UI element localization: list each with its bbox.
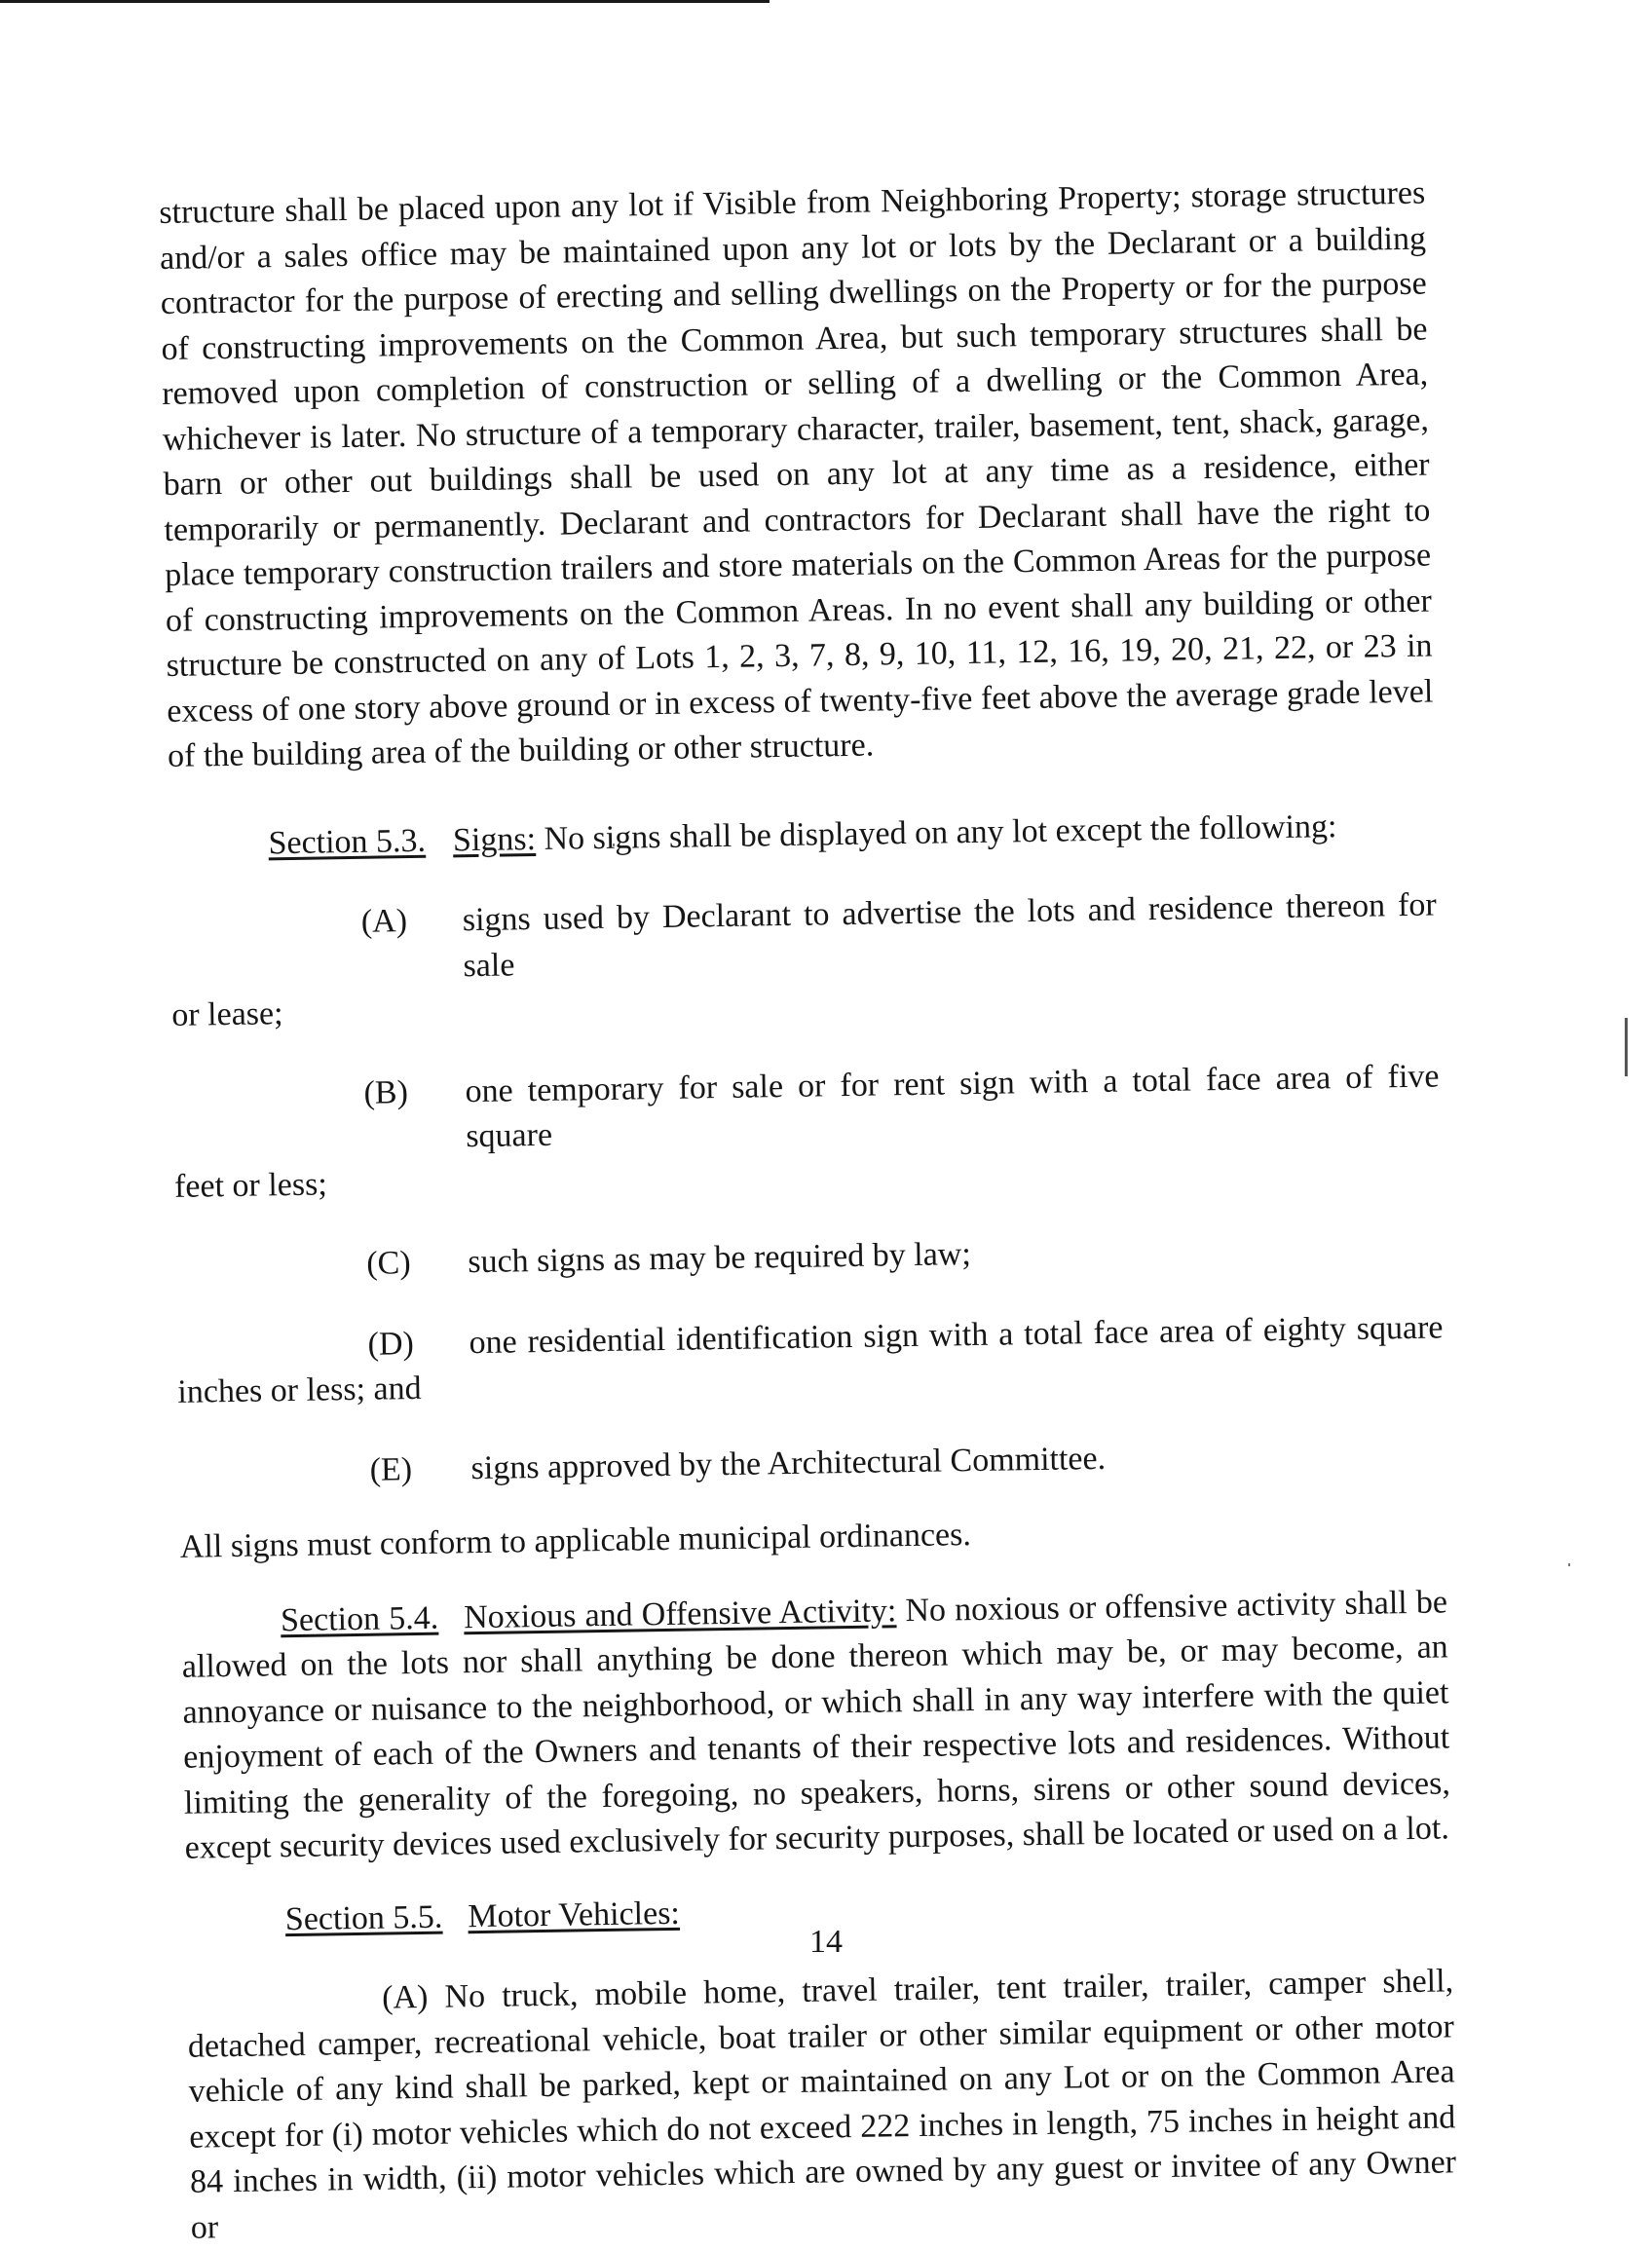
sign-item-d — [176, 1305, 1444, 1415]
sign-item-letter: (A) — [360, 903, 408, 940]
section-5-5-title: Motor Vehicles: — [468, 1895, 681, 1934]
section-5-4-text: No noxious or offensive activity shall be allowed on the lots nor shall anything be done thereon which may be, or may become, an annoyance or nuisance to the neighborhood, or which shall in any way interfere with the quiet enjoyment of each of the Owners and tenants of their respective lots and residences. Without limiting the generality of the foregoing, no speakers, horns, sirens or other sound devices, except security devices used exclusively for security purposes, shall be located or used on a lot. — [181, 1583, 1451, 1866]
sign-item-line1: signs used by Declarant to advertise the lots and residence thereon for sale — [462, 886, 1437, 984]
section-5-5-subsection-a — [187, 1959, 1457, 2250]
sign-item-line1: one temporary for sale or for rent sign with a total face area of five square — [465, 1057, 1440, 1155]
section-5-4-title: Noxious and Offensive Activity: — [463, 1592, 897, 1635]
section-5-3-heading — [268, 803, 1436, 866]
sign-item-line2: or lease; — [171, 995, 283, 1033]
sign-item-a — [169, 882, 1438, 1038]
subsection-a-text: No truck, mobile home, travel trailer, tent trailer, trailer, camper shell, detached camper, recreational vehicle, boat trailer or other similar equipment or other motor vehicle of any kind shall be parked, kept or maintained on any Lot or on the Common Area except for (i) motor vehicles which do not exceed 222 inches in length, 75 inches in height and 84 inches in width, (ii) motor vehicles which are owned by any guest or invitee of any Owner or — [187, 1963, 1457, 2246]
section-5-4-paragraph — [181, 1580, 1451, 1871]
section-5-3-number: Section 5.3. — [268, 822, 427, 861]
section-5-5-number: Section 5.5. — [284, 1898, 443, 1937]
sign-item-e — [178, 1431, 1446, 1496]
paragraph-temporary-structures: structure shall be placed upon any lot if Visible from Neighboring Property; storage structures and/or a sales office may be maintained upon any lot or lots by the Declarant or a building contractor for the purpose of erecting and selling dwellings on the Property or for the purpose of constructing improvements on the Common Area, but such temporary structures shall be removed upon completion of construction or selling of a dwelling or the Common Area, whichever is later. No structure of a temporary character, trailer, basement, tent, shack, garage, barn or other out buildings shall be used on any lot at any time as a residence, either temporarily or permanently. Declarant and contractors for Declarant shall have the right to place temporary construction trailers and store materials on the Common Areas for the purpose of constructing improvements on the Common Areas. In no event shall any building or other structure be constructed on any of Lots 1, 2, 3, 7, 8, 9, 10, 11, 12, 16, 19, 20, 21, 22, or 23 in excess of one story above ground or in excess of twenty-five feet above the average grade level of the building area of the building or other structure. — [159, 174, 1434, 774]
signs-closing-text: All signs must conform to applicable municipal ordinances. — [179, 1517, 972, 1565]
page-number: 14 — [809, 1924, 843, 1960]
sign-item-line1: such signs as may be required by law; — [468, 1236, 972, 1281]
sign-item-letter: (B) — [363, 1073, 409, 1111]
sign-item-letter: (E) — [369, 1450, 413, 1488]
section-5-4-number: Section 5.4. — [280, 1599, 439, 1638]
section-5-3-text: No signs shall be displayed on any lot except the following: — [544, 807, 1337, 857]
subsection-a-letter: (A) — [381, 1978, 429, 2016]
scan-speck — [1568, 1563, 1570, 1566]
sign-item-c — [175, 1224, 1443, 1290]
sign-item-b — [172, 1054, 1441, 1210]
sign-item-line1: one residential identification sign with a total face area of eighty square — [469, 1308, 1444, 1361]
scan-edge-mark — [1625, 1018, 1628, 1076]
section-5-3-title: Signs: — [452, 820, 537, 858]
sign-item-line2: feet or less; — [173, 1165, 328, 1205]
sign-item-line2: inches or less; and — [177, 1369, 422, 1410]
sign-item-letter: (D) — [367, 1325, 415, 1363]
top-edge-rule — [0, 0, 770, 3]
sign-item-letter: (C) — [366, 1245, 411, 1282]
sign-item-line1: signs approved by the Architectural Committee. — [470, 1440, 1107, 1486]
